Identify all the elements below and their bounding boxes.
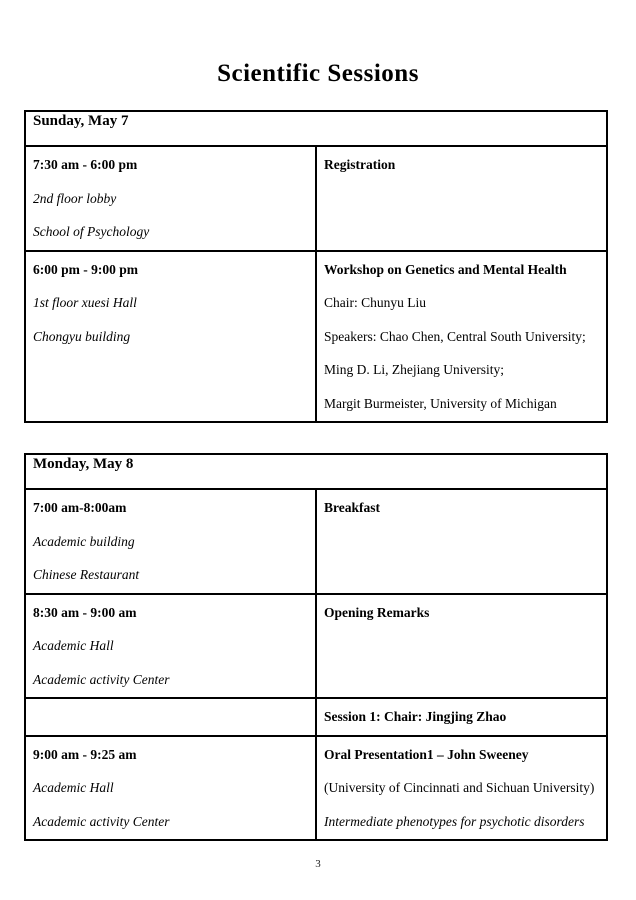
table-row [25,489,607,594]
session-title: Registration [324,157,396,172]
session-cell [316,594,607,699]
page-title: Scientific Sessions [217,60,419,87]
day-header: Sunday, May 7 [25,111,607,146]
location-line: 1st floor xuesi Hall [33,295,137,310]
table-row [25,594,607,699]
schedule-table-sunday [24,110,608,423]
session-title: Breakfast [324,500,380,515]
session-title: Opening Remarks [324,604,430,620]
session-detail: (University of Cincinnati and Sichuan University) [324,780,595,795]
session-title: Workshop on Genetics and Mental Health [324,261,567,277]
location-line: School of Psychology [33,224,150,239]
time-slot: 6:00 pm - 9:00 pm [33,261,138,277]
time-slot: 7:00 am-8:00am [33,500,127,515]
location-line: Chinese Restaurant [33,567,140,582]
session-cell [316,736,607,841]
time-location-cell [25,146,316,251]
session-cell [316,146,607,251]
time-location-cell [25,489,316,594]
table-row [25,698,607,736]
empty-cell [25,698,316,736]
time-slot: 8:30 am - 9:00 am [33,604,137,620]
time-location-cell [25,251,316,423]
location-line: Academic building [33,533,135,549]
location-line: Academic Hall [33,780,114,795]
session-chair-cell [316,698,607,736]
schedule-table-monday [24,453,608,841]
session-title: Oral Presentation1 – John Sweeney [324,746,529,762]
session-title: Session 1: Chair: Jingjing Zhao [324,709,507,724]
session-detail: Ming D. Li, Zhejiang University; [324,362,504,377]
session-detail: Speakers: Chao Chen, Central South University; [324,328,586,344]
location-line: Academic Hall [33,638,114,653]
time-slot: 7:30 am - 6:00 pm [33,157,138,172]
table-row [25,251,607,423]
session-detail: Margit Burmeister, University of Michigan [324,395,557,411]
location-line: Chongyu building [33,328,131,344]
table-row [25,146,607,251]
location-line: 2nd floor lobby [33,190,117,206]
location-line: Academic activity Center [33,671,170,687]
location-line: Academic activity Center [33,813,170,829]
session-detail: Chair: Chunyu Liu [324,295,426,310]
page-number: 3 [315,858,321,870]
session-cell [316,251,607,423]
day-header: Monday, May 8 [25,454,607,489]
session-cell [316,489,607,594]
time-location-cell [25,594,316,699]
time-location-cell [25,736,316,841]
table-row [25,736,607,841]
session-detail: Intermediate phenotypes for psychotic disorders [324,813,585,829]
time-slot: 9:00 am - 9:25 am [33,746,137,762]
table-row [25,454,607,489]
table-row [25,111,607,146]
